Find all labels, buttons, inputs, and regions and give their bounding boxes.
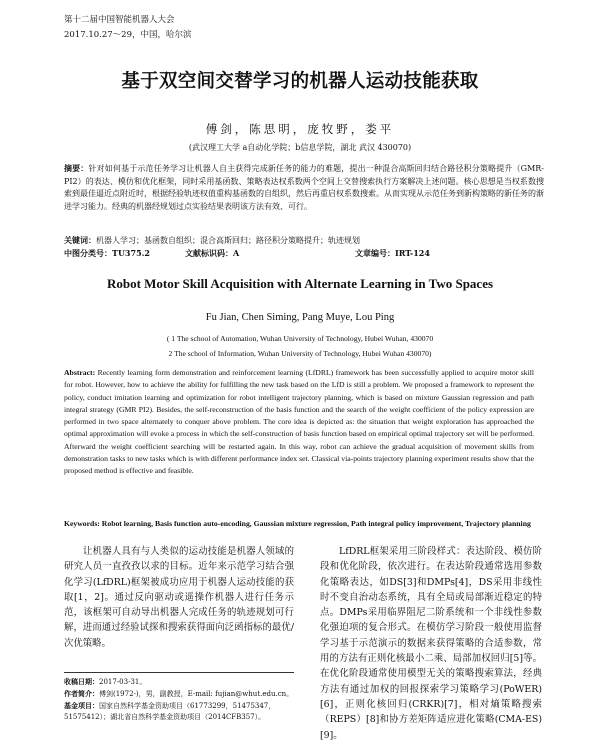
footnote-divider — [64, 672, 294, 673]
affiliation-en-1: ( 1 The school of Automation, Wuhan University of Technology, Hubei Wuhan, 430070 — [166, 334, 434, 343]
footnote-fund — [64, 700, 294, 723]
abstract-cn-label: 摘要： — [64, 163, 89, 173]
classification-line — [64, 248, 150, 259]
keywords-cn-label: 关键词： — [64, 235, 96, 245]
keywords-en-label: Keywords: — [64, 519, 100, 528]
footnote-author — [64, 688, 294, 700]
conference-date-place: 2017.10.27～29，中国，哈尔滨 — [64, 30, 192, 40]
doc-value: A — [233, 248, 240, 258]
authors-cn: 傅剑，陈思明，庞牧野，娄平 — [205, 122, 395, 136]
article-value: IRT-124 — [395, 248, 430, 258]
received-label: 收稿日期： — [64, 677, 99, 686]
abstract-cn-text: 针对如何基于示范任务学习让机器人自主获得完成新任务的能力的难题，提出一种混合高斯回归结合路径积分策略提升（GMR-PI2）的表达、模仿和优化框架，同时采用基函数、策略表达权系数两个空间上交替搜索执行方案解决上述问题。核心思想是当权系数搜索到最佳逼近点附近时，根据经验轨迹权值重构基函数的自组织，然后再重启权系数搜索。从而实现从示范任务到新构策略的新任务的渐进学习能力。经典的机器经规划过点实验结果表明该方法有效、可行。 — [64, 164, 544, 212]
abstract-en-text: Recently learning form demonstration and reinforcement learning (LfDRL) framework has been successfully applied to acquire motor skill for robot. However, how to achieve the ability for fulfilling the new task based on the LfD is still a problem. We proposed a framework to represent the policy, conduct imitation learning and optimization for robot intelligent trajectory planning, which is based on mixture Gaussian regression and path integral strategy (GMR PI2). Besides, the self-reconstruction of the basis function and the search of the weight coefficient of the policy expression are performed in two space alternately to conquer above problem. The core idea is depicted as: the situation that weight exploration has approached the optimal approximation will evoke a process in which the self-construction of basis function based on empirical optimal trajectory set will be performed. Afterward the weight coefficient searching will be restarted again. In this way, robot can achieve the gradual acquisition of movement skills from demonstration tasks to new tasks which is with different performance index set. Classical via-points trajectory planning experiment results show that the proposed method is effective and feasible. — [64, 368, 534, 476]
author-value: 傅剑(1972-)，男，副教授，E-mail: fujian@whut.edu.cn。 — [99, 690, 294, 698]
clc-value: TU375.2 — [112, 248, 150, 258]
authors-en: Fu Jian, Chen Siming, Pang Muye, Lou Ping — [205, 312, 395, 323]
keywords-cn-text: 机器人学习；基函数自组织；混合高斯回归；路径积分策略提升；轨迹规划 — [96, 236, 360, 245]
body-right-column: LfDRL框架采用三阶段样式：表达阶段、模仿阶段和优化阶段，依次进行。在表达阶段通常选用参数化策略表达，如DS[3]和DMPs[4]，DS采用非线性时不变自治动态系统，具有全局或局部渐近稳定的特点。DMPs采用临界阻尼二阶系统和一个非线性参数化强迫项的复合形式。在模仿学习阶段一般使用监督学习基于示范演示的数据来获得策略的合适参数，常用的方法有正则化核最小二乘、局部加权回归[5]等。在优化阶段通常使用模型无关的策略搜索算法，经典方法有通过加权的回报探索学习策略学习(PoWER)[6]，正则化核回归(CRKR)[7]，相对熵策略搜索（REPS）[8]和协方差矩阵适应进化策略(CMA-ES)[9]。 — [320, 546, 542, 741]
footnote — [64, 676, 294, 723]
clc-label: 中图分类号： — [64, 248, 112, 258]
fund-label: 基金项目： — [64, 701, 99, 710]
article-number-line — [355, 248, 430, 259]
body-left-column: 让机器人具有与人类似的运动技能是机器人领域的研究人员一直孜孜以求的目标。近年来示范学习结合强化学习(LfDRL)框架被成功应用于机器人运动技能的获取[1，2]。通过反向驱动或遥操作机器人进行任务示范，该框架可自动导出机器人完成任务的轨迹规划可行解，进而通过经验试探和搜索获得面向泛函指标的最优/次优策略。 — [64, 546, 294, 649]
abstract-cn — [64, 162, 544, 214]
conference-name: 第十二届中国智能机器人大会 — [64, 15, 175, 25]
received-value: 2017-03-31。 — [99, 678, 147, 686]
article-label: 文章编号： — [355, 248, 395, 258]
affiliation-cn: (武汉理工大学 a自动化学院；b信息学院，湖北 武汉 430070) — [188, 143, 412, 152]
doc-code-line — [185, 248, 239, 259]
abstract-en — [64, 367, 534, 478]
keywords-en-text: Robot learning, Basis function auto-encoding, Gaussian mixture regression, Path integral policy improvement, Trajectory planning — [101, 519, 531, 528]
keywords-cn — [64, 235, 544, 246]
footnote-received — [64, 676, 294, 688]
abstract-en-label: Abstract: — [64, 368, 96, 377]
paper-title-en: Robot Motor Skill Acquisition with Alternate Learning in Two Spaces — [106, 276, 494, 291]
affiliation-en-2: 2 The school of Information, Wuhan University of Technology, Hubei Wuhan 430070) — [168, 349, 432, 358]
doc-label: 文献标识码： — [185, 248, 233, 258]
paper-title-cn: 基于双空间交替学习的机器人运动技能获取 — [121, 71, 479, 92]
keywords-en — [64, 518, 534, 529]
author-label: 作者简介： — [64, 689, 99, 698]
fund-value: 国家自然科学基金资助项目（61773299，51475347，51575412）；湖北省自然科学基金资助项目（2014CFB357）。 — [64, 702, 276, 721]
